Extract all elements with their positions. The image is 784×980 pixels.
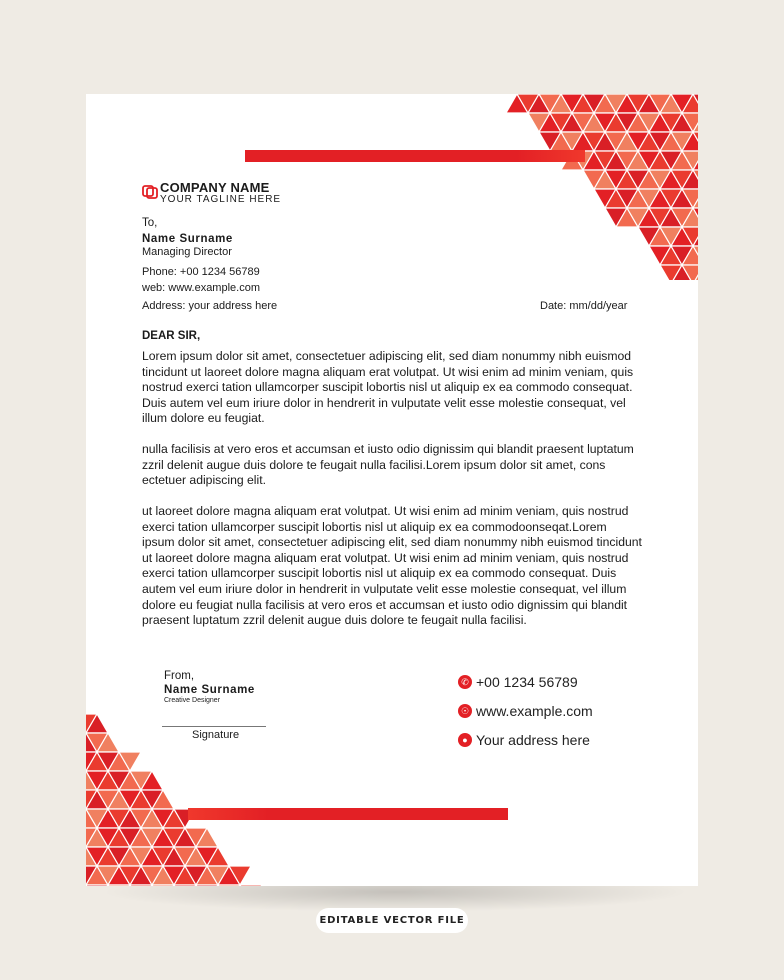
pattern-triangle — [130, 885, 152, 886]
to-label: To, — [142, 217, 158, 229]
bottom-accent-bar — [188, 808, 508, 820]
editable-vector-badge: EDITABLE VECTOR FILE — [316, 908, 468, 933]
pattern-triangle — [152, 885, 174, 886]
recipient-phone: Phone: +00 1234 56789 — [142, 266, 260, 278]
recipient-name: Name Surname — [142, 233, 233, 245]
phone-icon: ✆ — [458, 675, 472, 689]
triangle-pattern-top-right — [506, 94, 698, 280]
company-name: COMPANY NAME — [160, 180, 270, 195]
from-label: From, — [164, 670, 195, 682]
company-tagline: YOUR TAGLINE HERE — [160, 194, 282, 205]
body-paragraph-2: nulla facilisis at vero eros et accumsan et iusto odio dignissim qui blandit praesent luptatum zzril delenit augue duis dolore te feugait nulla facilisi.Lorem ipsum dolor sit amet, cons ectetuer adipiscing elit. — [142, 442, 634, 488]
recipient-title: Managing Director — [142, 246, 232, 258]
body-paragraph-3: ut laoreet dolore magna aliquam erat volutpat. Ut wisi enim ad minim veniam, quis nostrud exerci tation ullamcorper suscipit lobortis nisl ut aliquip ex ea commodoonseqat.Lorem ipsum dolor sit amet, consectetuer adipiscing elit, sed diam nonummy nibh euismod tincidunt ut laoreet dolore magna aliquam erat volutpat. Ut wisi enim ad minim veniam, quis nostrud exerci tation ullamcorper suscipit lobortis nisl ut aliquip ex ea commodo consequat. Duis autem vel eum iriure dolor in hendrerit in vulputate velit esse molestie consequat, vel illum dolore eu feugiat nulla facilisis at vero eros et accumsan et iusto odio dignissim qui blandit praesent luptatum zzril delenit augue duis dolore te feugait nulla facilisi. — [142, 504, 642, 628]
pattern-triangle — [86, 885, 108, 886]
contact-phone — [458, 674, 578, 690]
top-accent-bar — [245, 150, 585, 162]
recipient-address: Address: your address here — [142, 300, 278, 312]
letterhead-page — [86, 94, 698, 886]
contact-web — [458, 703, 593, 719]
contact-web-text: www.example.com — [476, 703, 593, 719]
contact-address-text: Your address here — [476, 732, 590, 748]
salutation: DEAR SIR, — [142, 330, 201, 342]
pattern-triangle — [196, 885, 218, 886]
signature-label: Signature — [192, 729, 240, 741]
pattern-triangle — [108, 885, 130, 886]
body-paragraph-1: Lorem ipsum dolor sit amet, consectetuer adipiscing elit, sed diam nonummy nibh euismod tincidunt ut laoreet dolore magna aliquam erat volutpat. Ut wisi enim ad minim veniam, quis nostrud exerci tation ullamcorper suscipit lobortis nisl ut aliquip ex ea commodo consequat. Duis autem vel eum iriure dolor in hendrerit in vulputate velit esse molestie consequat, vel illum dolore eu feugiat. — [142, 349, 634, 426]
recipient-web: web: www.example.com — [142, 282, 260, 294]
sender-role: Creative Designer — [164, 697, 221, 704]
location-pin-icon: ● — [458, 733, 472, 747]
contact-address — [458, 732, 590, 748]
globe-icon: ☉ — [458, 704, 472, 718]
letter-date: Date: mm/dd/year — [540, 300, 628, 312]
pattern-triangle — [174, 885, 196, 886]
logo-icon — [142, 183, 158, 199]
signature-line — [162, 726, 266, 727]
contact-phone-text: +00 1234 56789 — [476, 674, 578, 690]
pattern-triangle — [240, 885, 262, 886]
pattern-triangle — [218, 885, 240, 886]
sender-name: Name Surname — [164, 684, 255, 696]
